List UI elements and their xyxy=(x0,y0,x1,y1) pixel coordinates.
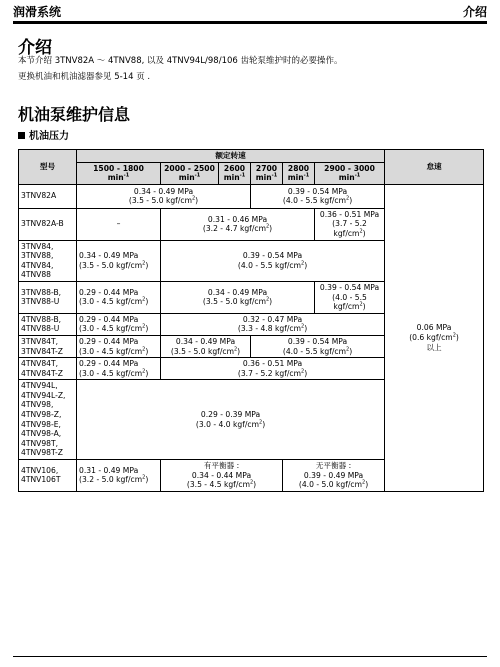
speed-header: 2800 $\min^{-1}$ xyxy=(283,162,315,184)
speed-header: 2600 $\min^{-1}$ xyxy=(219,162,251,184)
pressure-cell: 0.29 - 0.44 MPa (3.0 - 4.5 kgf/$cm^2$) xyxy=(77,358,161,380)
intro-title: 介绍 xyxy=(18,38,52,58)
footer-rule xyxy=(13,656,487,657)
header-rule xyxy=(13,21,487,24)
model-cell: 3TNV84T, 3TNV84T-Z xyxy=(19,335,77,357)
section-label: 介绍 xyxy=(462,5,487,19)
pressure-cell: 0.29 - 0.44 MPa (3.0 - 4.5 kgf/$cm^2$) xyxy=(77,335,161,357)
pressure-cell: 0.39 - 0.54 MPa (4.0 - 5.5 kgf/$cm^2$) xyxy=(251,335,385,357)
table-row xyxy=(19,184,484,208)
model-cell: 4TNV106, 4TNV106T xyxy=(19,460,77,492)
model-cell: 3TNV84, 3TNV88, 4TNV84, 4TNV88 xyxy=(19,240,77,281)
idle-pressure-cell: 0.06 MPa (0.6 kgf/$cm^2$) 以上 xyxy=(385,184,484,491)
pressure-cell: 0.34 - 0.49 MPa (3.5 - 5.0 kgf/$cm^2$) xyxy=(161,281,315,313)
speed-header: 2000 - 2500 $\min^{-1}$ xyxy=(161,162,219,184)
model-cell: 4TNV84T, 4TNV84T-Z xyxy=(19,358,77,380)
pressure-cell: 0.39 - 0.54 MPa (4.0 - 5.5 kgf/$cm^2$) xyxy=(251,184,385,208)
col-header-idle: 怠速 xyxy=(385,150,484,185)
pressure-cell: 0.36 - 0.51 MPa (3.7 - 5.2 kgf/$cm^2$) xyxy=(315,208,385,240)
pressure-cell: 0.39 - 0.54 MPa (4.0 - 5.5 kgf/$cm^2$) xyxy=(161,240,385,281)
model-cell: 3TNV88-B, 3TNV88-U xyxy=(19,281,77,313)
pressure-cell: 0.31 - 0.49 MPa (3.2 - 5.0 kgf/$cm^2$) xyxy=(77,460,161,492)
chapter-title: 润滑系统 xyxy=(13,5,62,19)
pressure-cell: 0.29 - 0.44 MPa (3.0 - 4.5 kgf/$cm^2$) xyxy=(77,281,161,313)
speed-header: 2900 - 3000 $\min^{-1}$ xyxy=(315,162,385,184)
pressure-cell: 0.31 - 0.46 MPa (3.2 - 4.7 kgf/$cm^2$) xyxy=(161,208,315,240)
pressure-cell: – xyxy=(77,208,161,240)
section-title: 机油泵维护信息 xyxy=(18,105,131,124)
pressure-cell: 0.32 - 0.47 MPa (3.3 - 4.8 kgf/$cm^2$) xyxy=(161,313,385,335)
table-header-row xyxy=(19,150,484,163)
pressure-cell: 0.34 - 0.49 MPa (3.5 - 5.0 kgf/$cm^2$) xyxy=(77,240,161,281)
subsection-title: 机油压力 xyxy=(18,127,69,142)
pressure-cell: 有平衡器 : 0.34 - 0.44 MPa (3.5 - 4.5 kgf/$cm^2$) xyxy=(161,460,283,492)
pressure-cell: 无平衡器 : 0.39 - 0.49 MPa (4.0 - 5.0 kgf/$cm^2$) xyxy=(283,460,385,492)
bullet-square-icon xyxy=(18,132,25,139)
col-header-model: 型号 xyxy=(19,150,77,185)
model-cell: 4TNV94L, 4TNV94L-Z, 4TNV98, 4TNV98-Z, 4TNV98-E, 4TNV98-A, 4TNV98T, 4TNV98T-Z xyxy=(19,380,77,460)
pressure-cell: 0.34 - 0.49 MPa (3.5 - 5.0 kgf/$cm^2$) xyxy=(161,335,251,357)
speed-header: 1500 - 1800 $\min^{-1}$ xyxy=(77,162,161,184)
col-header-rated-speed: 额定转速 xyxy=(77,150,385,163)
pressure-cell: 0.29 - 0.39 MPa (3.0 - 4.0 kgf/$cm^2$) xyxy=(77,380,385,460)
page-header xyxy=(0,0,500,22)
pressure-cell: 0.34 - 0.49 MPa (3.5 - 5.0 kgf/$cm^2$) xyxy=(77,184,251,208)
pressure-cell: 0.39 - 0.54 MPa (4.0 - 5.5 kgf/$cm^2$) xyxy=(315,281,385,313)
model-cell: 3TNV82A xyxy=(19,184,77,208)
oil-pressure-table xyxy=(18,149,484,492)
intro-line-1: 本节介绍 3TNV82A ～ 4TNV88, 以及 4TNV94L/98/106 齿轮泵维护时的必要操作。 xyxy=(18,56,343,66)
intro-line-2: 更换机油和机油滤器参见 5-14 页 . xyxy=(18,72,151,82)
model-cell: 3TNV82A-B xyxy=(19,208,77,240)
speed-header: 2700 $\min^{-1}$ xyxy=(251,162,283,184)
pressure-cell: 0.36 - 0.51 MPa (3.7 - 5.2 kgf/$cm^2$) xyxy=(161,358,385,380)
model-cell: 4TNV88-B, 4TNV88-U xyxy=(19,313,77,335)
pressure-cell: 0.29 - 0.44 MPa (3.0 - 4.5 kgf/$cm^2$) xyxy=(77,313,161,335)
